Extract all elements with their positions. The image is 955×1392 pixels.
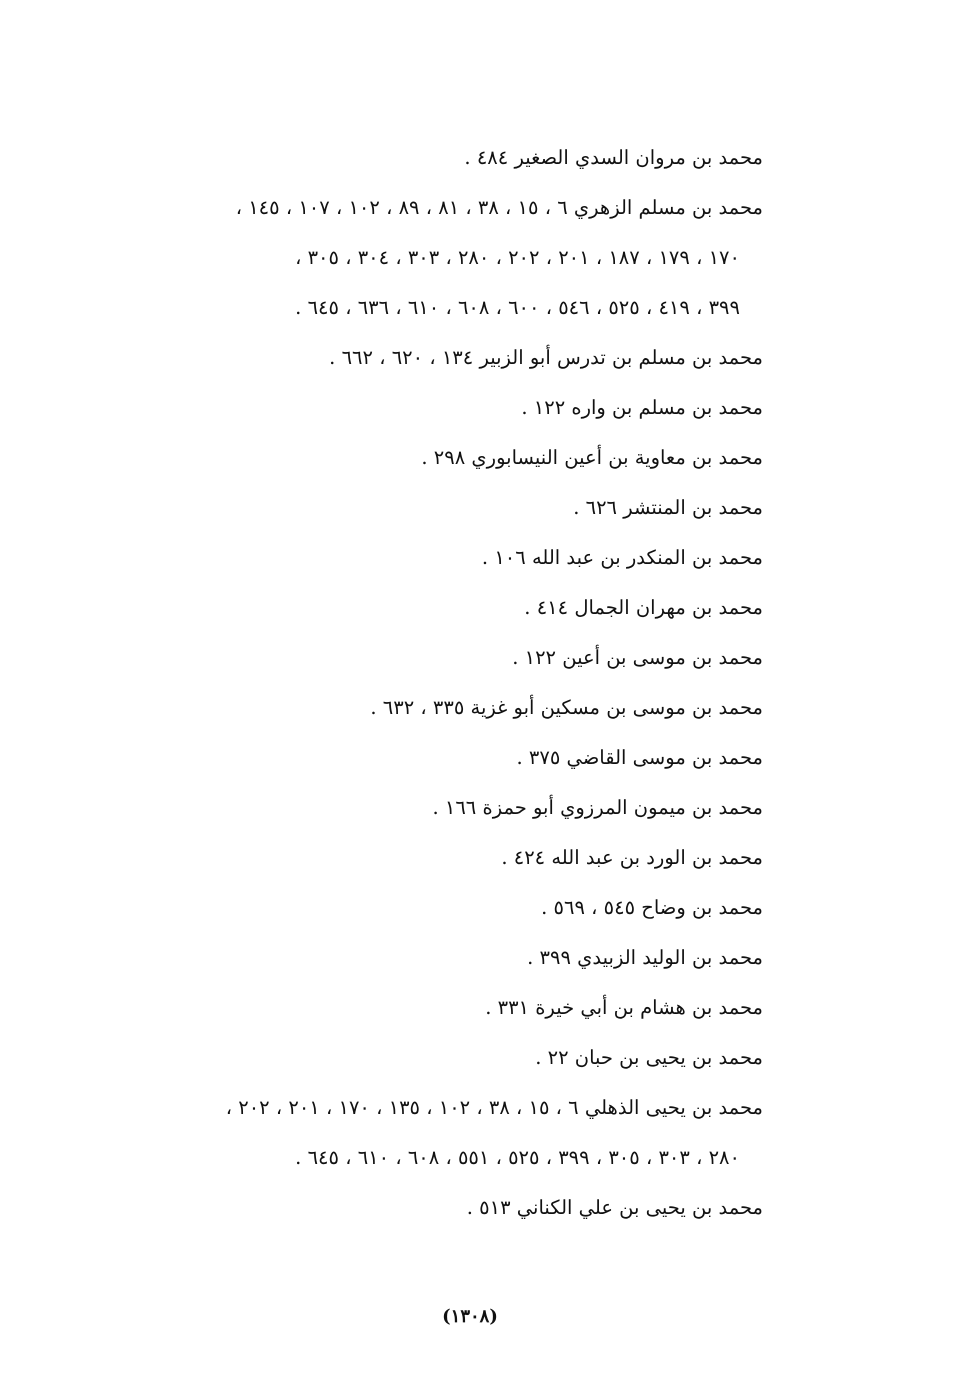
index-entry: محمد بن يحيى بن حبان ٢٢ . (535, 1046, 763, 1069)
index-entry: محمد بن معاوية بن أعين النيسابوري ٢٩٨ . (421, 446, 763, 469)
index-entry: محمد بن مسلم الزهري ٦ ، ١٥ ، ٣٨ ، ٨١ ، ٨٩ ، ١٠٢ ، ١٠٧ ، ١٤٥ ، (235, 196, 763, 219)
index-entry: محمد بن موسى بن أعين ١٢٢ . (512, 646, 763, 669)
index-entry-continuation: ١٧٠ ، ١٧٩ ، ١٨٧ ، ٢٠١ ، ٢٠٢ ، ٢٨٠ ، ٣٠٣ ، ٣٠٤ ، ٣٠٥ ، (295, 246, 740, 269)
index-entry: محمد بن وضاح ٥٤٥ ، ٥٦٩ . (541, 896, 763, 919)
index-entry: محمد بن يحيى الذهلي ٦ ، ١٥ ، ٣٨ ، ١٠٢ ، ١٣٥ ، ١٧٠ ، ٢٠١ ، ٢٠٢ ، (225, 1096, 763, 1119)
index-entry: محمد بن موسى القاضي ٣٧٥ . (516, 746, 763, 769)
index-entry: محمد بن ميمون المرزوي أبو حمزة ١٦٦ . (432, 796, 763, 819)
index-entry: محمد بن موسى بن مسكين أبو غزية ٣٣٥ ، ٦٣٢ . (370, 696, 763, 719)
index-entry: محمد بن يحيى بن علي الكناني ٥١٣ . (466, 1196, 763, 1219)
index-entry-continuation: ٢٨٠ ، ٣٠٣ ، ٣٠٥ ، ٣٩٩ ، ٥٢٥ ، ٥٥١ ، ٦٠٨ ، ٦١٠ ، ٦٤٥ . (295, 1146, 740, 1169)
index-entry: محمد بن المنتشر ٦٢٦ . (573, 496, 763, 519)
index-entry: محمد بن الورد بن عبد الله ٤٢٤ . (501, 846, 763, 869)
index-entry: محمد بن المنكدر بن عبد الله ١٠٦ . (481, 546, 763, 569)
index-entry: محمد بن مروان السدي الصغير ٤٨٤ . (464, 146, 763, 169)
index-entry: محمد بن الوليد الزبيدي ٣٩٩ . (527, 946, 763, 969)
index-entry-continuation: ٣٩٩ ، ٤١٩ ، ٥٢٥ ، ٥٤٦ ، ٦٠٠ ، ٦٠٨ ، ٦١٠ ، ٦٣٦ ، ٦٤٥ . (295, 296, 740, 319)
index-entry: محمد بن مسلم بن تدرس أبو الزبير ١٣٤ ، ٦٢٠ ، ٦٦٢ . (329, 346, 763, 369)
index-entry: محمد بن مهران الجمال ٤١٤ . (524, 596, 763, 619)
index-entry: محمد بن مسلم بن واره ١٢٢ . (521, 396, 763, 419)
index-entry: محمد بن هشام بن أبي خيرة ٣٣١ . (485, 996, 763, 1019)
page-number: (١٣٠٨) (442, 1306, 498, 1327)
